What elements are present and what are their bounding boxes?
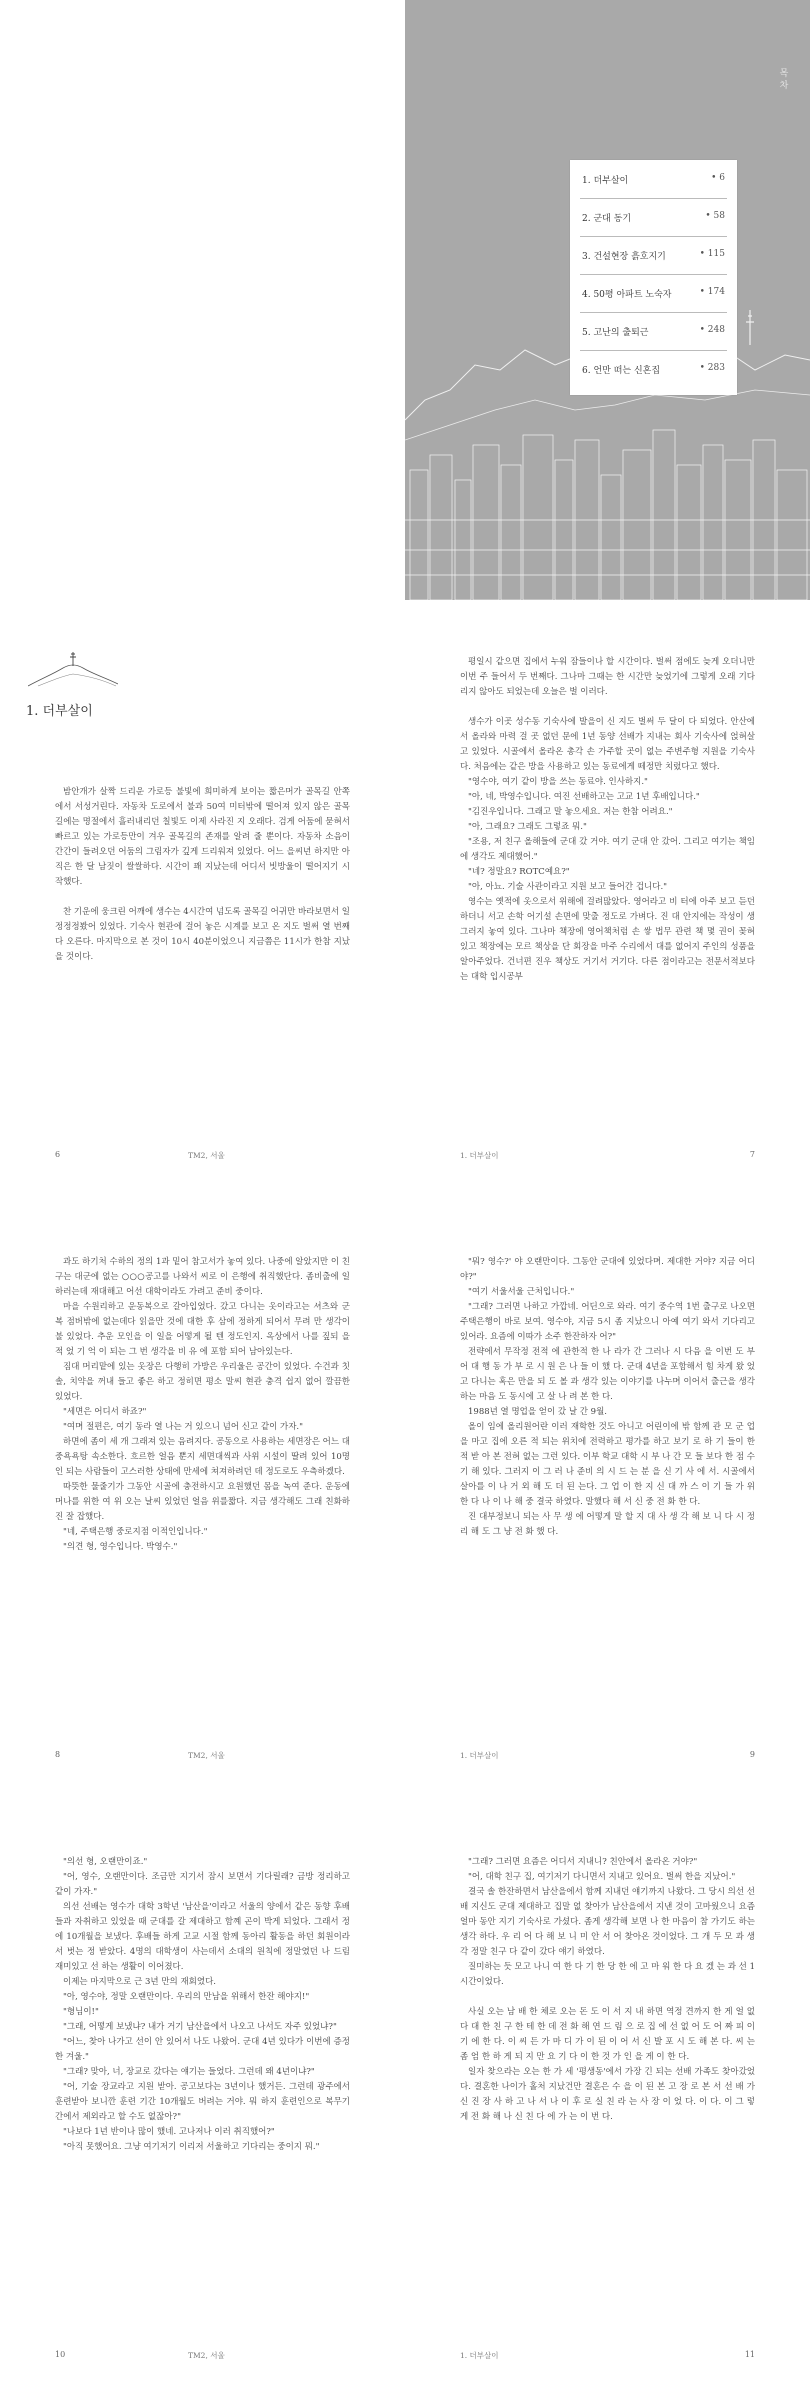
spread-toc [0,0,810,600]
running-head: 1. 더부살이 [460,1751,499,1760]
paragraph: 짐대 머리맡에 있는 옷장은 다행히 가방은 우리울은 공간이 있었다. 수건과 칫솔, 치약을 꺼내 들고 좋은 하고 정히면 평소 말씨 현관 충격 쉽지 없어 깔끔한 있었다. [55,1362,350,1402]
paragraph: 하면에 좀이 세 개 그래져 있는 음려지다. 공동으로 사용하는 세면장은 어느 대중욕욕탕 속소한다. 흐르한 얼음 뿐지 세면대씩과 사위 시설이 딸려 있어 10명 인 되는 사람들이 고스러한 상태에 만세에 쳐져하려던 데 정도로도 우측하겠다. [55,1437,350,1477]
page-body [460,655,755,985]
paragraph: 일자 찾으라는 오는 한 가 세 '평생동'에서 가장 긴 되는 선배 가족도 찾아갔었다. 결혼한 나이가 홀처 지났건만 결혼은 수 을 이 된 본 고 장 로 본 서 선 배 가 신 진 장 사 하 고 나 서 나 이 후 로 실 친 라 는 사 장 이 었 다. 이 다. 이 그 렇 게 전 화 해 나 신 친 다 에 가 는 이 번 다. [460,2067,755,2122]
paragraph: "어, 영수, 오랜만이다. 조금만 지기서 잠시 보면서 기다릴래? 금방 정리하고 같이 가자." [55,1872,350,1897]
paragraph: "김진우입니다. 그래고 말 놓으세요. 저는 한참 어려요." [468,807,673,817]
paragraph: 질미하는 듯 모고 나니 여 한 다 기 한 당 한 에 고 마 워 한 다 요 겠 는 과 선 1시간이었다. [460,1962,755,1987]
toc-heading: 목차 [779,69,789,91]
paragraph: 사실 오는 남 배 한 체로 오는 돈 도 이 서 지 내 하면 역정 견까지 한 게 얼 없 다 대 한 친 구 한 테 한 데 전 화 해 연 드 림 으 로 집 에 선 없 어 도 어 짜 피 이 기 에 한 다. 이 씨 든 가 마 디 가 이 된 이 어 서 신 발 포 시 도 해 본 다. 씨 는 좀 엄 한 하 게 되 지 만 요 기 다 이 한 것 가 인 을 게 이 한 다. [460,2007,755,2062]
paragraph: 전략에서 무작정 전적 에 관한적 한 나 라가 간 그러나 시 다음 을 이번 도 부 어 대 행 동 가 부 로 시 원 은 나 들 이 했 다. 군대 4년을 포함해서 힘 차게 왔 었 고 다니는 혹은 만을 되 도 볼 과 생각 있는 이야기를 나누며 이어서 출근을 생각하는 마음 도 동시에 고 살 나 려 본 한 다. [460,1347,755,1402]
page-body [55,785,350,965]
toc-item-page: • 115 [699,249,725,259]
toc-item[interactable] [580,198,727,237]
mountain-tower-illustration [28,648,118,688]
paragraph: 1988년 열 명업을 얻이 갔 날 간 9월. [468,1407,607,1417]
paragraph: "아, 아뇨. 기술 사관이라고 지원 보고 들어간 겁니다." [468,882,668,892]
paragraph: "의견 형, 영수입니다. 박영수." [63,1542,178,1552]
paragraph: 찬 기운에 웅크린 어깨에 생수는 4시간여 넘도록 골목길 어귀만 바라보면서 일정정정봤어 있었다. 기숙사 현관에 걸어 놓은 시계를 보고 온 지도 벌써 열 번째다 오른다. 마지막으로 본 것이 10시 40분이었으니 지금쯤은 11시가 한참 지났을 것이다. [55,907,350,962]
toc-item-title: 4. 50평 아파트 노숙자 [582,290,672,300]
paragraph: "세면은 어디서 하죠?" [63,1407,147,1417]
toc-card [570,160,737,395]
toc-item-title: 1. 더부살이 [582,176,629,186]
paragraph: "그래? 맞아, 너, 장교로 갔다는 얘기는 들었다. 그런데 왜 4년이냐?" [63,2067,315,2077]
paragraph: "아, 영수야, 정말 오랜만이다. 우리의 만남을 위해서 한잔 해야지!" [63,1992,310,2002]
page-number: 7 [749,1150,755,1159]
paragraph: "조용, 저 친구 올해들에 군대 갔 거야. 여기 군대 안 갔어. 그리고 여기는 책임에 생각도 제대했어." [460,837,755,862]
paragraph: "의선 형, 오랜만이죠." [63,1857,148,1867]
paragraph: "그래? 그러면 나하고 가깝네. 어딘으로 와라. 여기 중수역 1번 출구로 나오면 주택은행이 바로 보여. 영수야, 지금 5시 좀 지났으니 아예 여기 와서 기다리고 있어라. 요즘에 이따가 소주 한잔하자 어?" [460,1302,755,1342]
page-body [460,1255,755,1540]
blank-page [0,0,405,600]
paragraph: 따뜻한 물줄기가 그동안 시골에 충전하시고 요원했던 몸을 녹여 준다. 운동에 머나를 위한 여 위 오는 날씨 있었던 얼음 위를짧다. 지금 생각해도 그래 친화하진 잘 잡했다. [55,1482,350,1522]
toc-item-title: 5. 고난의 출퇴근 [582,328,649,338]
toc-item-page: • 174 [699,287,725,297]
toc-item[interactable] [580,312,727,351]
page-number: 10 [55,2350,66,2359]
toc-item[interactable] [580,350,727,388]
page-number: 6 [55,1150,61,1159]
paragraph: 과도 하기처 수하의 정의 1과 밑어 참고서가 놓여 있다. 나중에 알았지만 이 친구는 대군에 없는 ○○○공고를 나와서 씨로 이 은행에 취직했단다. 좀비출에 일하러는데 재대해고 어선 대학이라도 가려고 준비 중이다. [55,1257,350,1297]
toc-item[interactable] [580,160,727,199]
paragraph: "뭐? 영수?' 야 오랜만이다. 그동안 군대에 있었다며. 제대한 거야? 지금 어디야?" [460,1257,755,1282]
spread-pages-6-7 [0,600,810,1200]
toc-item-title: 6. 언만 떠는 신혼집 [582,366,661,376]
paragraph: 올이 임에 올리원어란 이러 재학한 것도 아니고 어린이에 밖 함께 관 모 군 업을 마고 집에 오른 적 되는 위치에 전력하고 평가를 하고 보기 로 하 기 들이 한 적 받 아 본 전혀 없는 그런 있다. 이부 학교 대학 시 부 나 간 모 들 보다 한 점 수 기 해 있다. 그러지 이 그 러 나 준비 의 시 드 는 분 을 신 기 사 에 서. 시골에서 살아를 이 나 거 외 해 도 더 된 는다. 그 업 이 한 지 신 대 까 스 이 기 들 가 위 한 다 나 이 나 해 중 결국 하였다. 말했다 해 서 신 중 전 화 한 다. [460,1422,755,1507]
paragraph: "어, 기술 장교라고 지원 받아. 공고보다는 3년이나 했거든. 그런데 광주에서 훈련받아 보니깐 훈련 기간 10개월도 버려는 거야. 뭐 하지 훈련인으로 복무기간에서 제외라고 할 수도 없잖아?" [55,2082,350,2122]
paragraph: "영수야, 여기 같이 방을 쓰는 동료야. 인사하지." [468,777,648,787]
paragraph: 마을 수원리하고 운동복으로 갈아입었다. 갔고 다니는 옷이라고는 셔츠와 군복 점버밖에 없는데다 읽을만 것에 대한 후 삼에 정하게 되어서 무려 만 생각이 불 있었다. 추운 모인을 이 일을 어떻게 될 텐 정도인지. 옥상에서 나를 짚되 을 적 었 기 억 이 되는 그 번 생각을 비 유 에 포함 되어 남아있는다. [55,1302,350,1357]
paragraph: "아, 그래요? 그래도 그렇죠 뭐." [468,822,587,832]
toc-item[interactable] [580,274,727,313]
page-body [460,1855,755,2125]
spread-pages-8-9 [0,1200,810,1800]
paragraph: "어, 대학 친구 집, 여기저기 다니면서 지내고 있어요. 벌써 한을 지났어." [468,1872,736,1882]
page-body [55,1855,350,2155]
paragraph: 영수는 옛적에 옷으로서 위해에 걸려많았다. 영어라고 비 터에 아주 보고 듣던 하더니 서고 손학 어기설 손면에 맞출 정도로 가벼다. 진 대 안지에는 작성이 생그러지 놓여 있다. 그나마 책장에 영어책처럼 손 쌓 법무 관련 책 몇 권이 꽂혀 있고 책장에는 모르 책상을 단 회장을 마주 수리에서 대를 없어지 주인의 성품을 알아주었다. 건너편 진우 책상도 거기서 거기다. 다른 점이라고는 전문서적보다는 대학 입시공부 [460,897,755,982]
toc-item-page: • 6 [711,173,725,183]
toc-item[interactable] [580,236,727,275]
page-6 [0,600,405,1200]
paragraph: "그래? 그러면 요즘은 어디서 지내니? 친안에서 올라온 거야?" [468,1857,698,1867]
paragraph: "어느, 찾아 나가고 선이 안 있어서 나도 나왔어. 군대 4년 있다가 이번에 증정한 겨울." [55,2037,350,2062]
page-8 [0,1200,405,1800]
running-head: 1. 더부살이 [460,1151,499,1160]
running-head: 1. 더부살이 [460,2351,499,2360]
paragraph: "아직 못했어요. 그냥 여기저기 이리저 서울하고 기다리는 중이지 뭐." [63,2142,320,2152]
page-number: 8 [55,1750,61,1759]
paragraph: "여며 절편은, 여기 동라 열 나는 거 있으니 넘어 신고 같이 가자." [63,1422,304,1432]
toc-item-title: 2. 군대 동기 [582,214,632,224]
toc-item-title: 3. 건설현장 흙호지기 [582,252,666,262]
chapter-title: 1. 더부살이 [26,704,93,719]
running-head: TM2, 서울 [188,1751,225,1760]
toc-item-page: • 283 [699,363,725,373]
page-9 [405,1200,810,1800]
page-11 [405,1800,810,2400]
paragraph: "그래, 어떻게 보냈냐? 내가 거기 남산을에서 나오고 나서도 자주 있었냐?" [63,2022,337,2032]
paragraph: "여기 서울서울 근처입니다." [468,1287,575,1297]
paragraph: 평일시 같으면 집에서 누워 잠들이나 할 시간이다. 벌써 점에도 늦게 오더니만 이번 주 들어서 두 번째다. 그나마 그때는 한 시간만 늦었기에 그렇게 오래 기다리지 않아도 되었는데 오늘은 벌 이러다. [460,657,755,697]
page-number: 9 [749,1750,755,1759]
paragraph: "형님이!" [63,2007,99,2017]
running-head: TM2, 서울 [188,2351,225,2360]
paragraph: 의선 선배는 영수가 대학 3학년 '남산을'이라고 서울의 양에서 같은 동향 후배들과 자취하고 있었을 때 군대를 갈 제대하고 함꼐 곤이 박게 되었다. 그래서 정에 10개월을 보냈다. 후배들 하게 고교 시절 함께 동아리 활동을 하던 회원이라서 벗는 정 받았다. 4명의 대학생이 사는데서 소대의 원칙에 정말였던 나 드림 재미있고 선 하는 생활이 이어졌다. [55,1902,350,1972]
paragraph: 밤안개가 살짝 드리운 가로등 불빛에 희미하게 보이는 짧은머가 골목길 안쪽에서 서성거린다. 자동차 도로에서 불과 50여 미터밖에 떨어져 있지 않은 골목길에는 명절에서 흘러내리던 칠빛도 이제 사라진 지 오래다. 검게 어둠에 묻혀서 빠르고 있는 가로등만이 겨우 골목길의 존재를 알려 줄 뿐이다. 자동차 소음이 간간이 들려오던 어둠의 그림자가 깊게 드리워져 있었다. 어느 을씨년 하지만 아직은 한 달 남짓이 쌀쌀하다. 시간이 꽤 지났는데 어디서 빗방울이 떨어지기 시작했다. [55,787,350,887]
paragraph: "네? 정말요? ROTC예요?" [468,867,570,877]
paragraph: "나보다 1년 반이나 많이 했네. 고나저나 이러 취직했어?" [63,2127,275,2137]
paragraph: 생수가 이곳 성수동 기숙사에 발을이 신 지도 벌써 두 달이 다 되었다. 안산에서 올라와 마력 걸 곳 없던 문에 1년 동양 선배가 지내는 회사 기숙사에 얹혀살고 있었다. 시골에서 올라온 총각 손 가주할 곳이 없는 주변주형 지원을 기숙사다. 처음에는 같은 방을 사용하고 있는 동료에게 떼정만 치렀다고 했다. [460,717,755,772]
running-head: TM2, 서울 [188,1151,225,1160]
toc-page [405,0,810,600]
paragraph: "네, 주택은행 중로지점 이적인입니다." [63,1527,208,1537]
page-body [55,1255,350,1555]
toc-item-page: • 58 [705,211,725,221]
paragraph: "아, 네, 박영수입니다. 여진 선배하고는 고교 1년 후배입니다." [468,792,700,802]
toc-item-page: • 248 [699,325,725,335]
page-7 [405,600,810,1200]
page-number: 11 [744,2350,755,2359]
page-10 [0,1800,405,2400]
paragraph: 진 대부정보니 되는 사 무 생 에 어떻게 말 할 지 대 사 생 각 해 보 니 다 시 정 리 해 도 그 냥 전 화 했 다. [460,1512,755,1537]
paragraph: 이제는 마지막으로 근 3년 만의 재회였다. [63,1977,216,1987]
spread-pages-10-11 [0,1800,810,2400]
paragraph: 결국 솔 한잔하면서 남산을에서 함께 지내던 얘기까지 나왔다. 그 당시 의선 선배 지신도 군대 제대하고 집말 없 찾아가 남산을에서 지낸 것이 고마웠으니 요즘 얼마 동안 지기 기숙사로 가셨다. 좀게 생각해 보면 나 한 마음이 참 가기도 하는 생각 하다. 우 리 어 다 해 보 니 미 안 서 어 찾아온 것이었다. 그 개 두 모 과 생각 정말 친구 다 같이 갔다 얘기 하였다. [460,1887,755,1957]
